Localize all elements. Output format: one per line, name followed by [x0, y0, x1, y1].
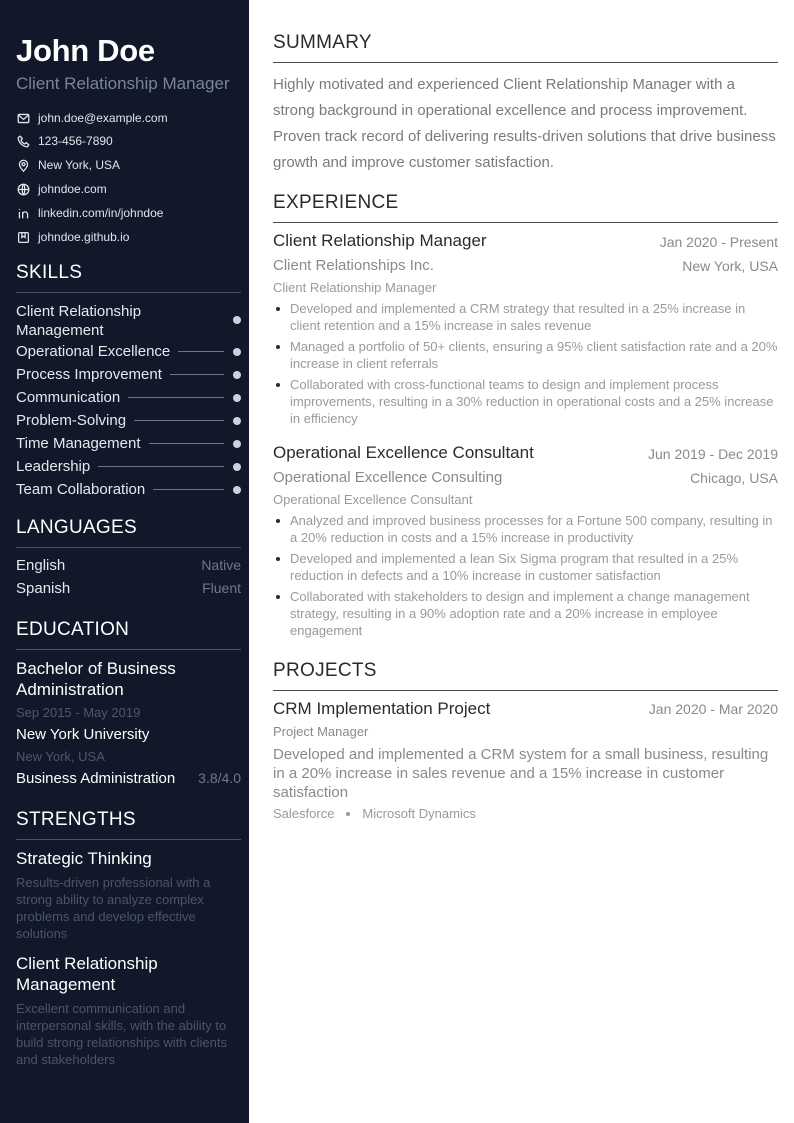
project-role: Project Manager	[273, 724, 369, 739]
language-level: Fluent	[202, 580, 241, 596]
language-item	[16, 557, 241, 574]
candidate-role: Client Relationship Manager	[16, 74, 230, 93]
job-company: Client Relationships Inc.	[273, 257, 434, 274]
skills-heading: SKILLS	[16, 262, 241, 293]
language-name: English	[16, 557, 66, 574]
education-field: Business Administration	[16, 770, 176, 787]
job-bullets	[273, 512, 778, 643]
contact-location	[16, 157, 120, 173]
education-degree: Bachelor of Business Administration	[16, 659, 176, 699]
strengths-heading: STRENGTHS	[16, 809, 241, 840]
github-icon	[16, 230, 30, 244]
skill-label: Client Relationship Management	[16, 303, 142, 339]
contact-location-text: New York, USA	[38, 158, 121, 172]
contact-linkedin[interactable]	[16, 205, 163, 221]
job-bullet: Collaborated with stakeholders to design and implement a change management strategy, resulting in a 90% adoption rate and a 20% increase in employee engagement	[273, 588, 778, 639]
education-location: New York, USA	[16, 749, 105, 764]
skill-dot	[233, 348, 241, 356]
skill-dot	[233, 394, 241, 402]
globe-icon	[16, 182, 30, 196]
skill-label: Problem-Solving	[16, 412, 127, 429]
contact-phone-text: 123-456-7890	[38, 134, 113, 148]
contact-website[interactable]	[16, 181, 107, 197]
project-tech-list	[273, 806, 476, 821]
main-content	[249, 0, 794, 1123]
skill-dot	[233, 440, 241, 448]
job-title: Client Relationship Manager	[273, 231, 487, 250]
contact-linkedin-text: linkedin.com/in/johndoe	[38, 206, 164, 220]
language-name: Spanish	[16, 580, 71, 597]
summary-text: Highly motivated and experienced Client Relationship Manager with a strong background in operational excellence and process improvement. Proven track record of delivering results-driven solutions that drive business growth and improve customer satisfaction.	[273, 76, 776, 171]
sidebar	[0, 0, 249, 1123]
skill-item	[16, 435, 241, 452]
contact-email[interactable]	[16, 110, 168, 126]
education-school: New York University	[16, 726, 150, 743]
job-bullet: Managed a portfolio of 50+ clients, ensuring a 95% client satisfaction rate and a 20% increase in client referrals	[273, 338, 778, 372]
skill-label: Time Management	[16, 435, 141, 452]
education-dates: Sep 2015 - May 2019	[16, 705, 141, 720]
contact-github-text: johndoe.github.io	[38, 230, 130, 244]
job-dates: Jan 2020 - Present	[659, 234, 778, 250]
job-location: New York, USA	[682, 258, 778, 274]
separator-dot	[346, 812, 350, 816]
contact-email-text: john.doe@example.com	[38, 111, 168, 125]
education-heading: EDUCATION	[16, 619, 241, 650]
skill-item	[16, 389, 241, 406]
strength-description: Excellent communication and interpersonal skills, with the ability to build strong relationships with clients and stakeholders	[16, 1001, 227, 1067]
job-position: Operational Excellence Consultant	[273, 492, 473, 507]
skill-item	[16, 458, 241, 475]
skill-item	[16, 302, 241, 340]
skill-dot	[233, 463, 241, 471]
project-title: CRM Implementation Project	[273, 699, 491, 718]
candidate-name: John Doe	[16, 33, 155, 68]
job-company: Operational Excellence Consulting	[273, 469, 503, 486]
skill-label: Leadership	[16, 458, 91, 475]
skill-dot	[233, 316, 241, 324]
skill-dot	[233, 486, 241, 494]
projects-heading: PROJECTS	[273, 660, 778, 691]
job-bullets	[273, 300, 778, 431]
location-pin-icon	[16, 158, 30, 172]
experience-heading: EXPERIENCE	[273, 192, 778, 223]
skill-label: Team Collaboration	[16, 481, 146, 498]
strength-title: Strategic Thinking	[16, 849, 152, 868]
project-tech-item: Salesforce	[273, 806, 335, 821]
project-dates: Jan 2020 - Mar 2020	[648, 701, 778, 717]
skill-dot	[233, 417, 241, 425]
project-tech-item: Microsoft Dynamics	[362, 806, 476, 821]
job-dates: Jun 2019 - Dec 2019	[648, 446, 778, 462]
skill-item	[16, 366, 241, 383]
contact-github[interactable]	[16, 229, 129, 245]
strength-title: Client Relationship Management	[16, 954, 158, 994]
skill-label: Communication	[16, 389, 121, 406]
education-gpa: 3.8/4.0	[198, 770, 241, 786]
linkedin-icon	[16, 206, 30, 220]
summary-heading: SUMMARY	[273, 32, 778, 63]
project-description: Developed and implemented a CRM system for a small business, resulting in a 20% increase in sales revenue and a 15% increase in customer satisfaction	[273, 746, 769, 801]
contact-phone[interactable]	[16, 133, 113, 149]
language-item	[16, 580, 241, 597]
language-level: Native	[201, 557, 241, 573]
skill-item	[16, 412, 241, 429]
job-bullet: Collaborated with cross-functional teams to design and implement process improvements, resulting in a 30% reduction in operational costs and a 25% increase in efficiency	[273, 376, 778, 427]
education-field-row	[16, 770, 241, 787]
phone-icon	[16, 134, 30, 148]
skill-item	[16, 481, 241, 498]
mail-icon	[16, 111, 30, 125]
job-bullet: Developed and implemented a CRM strategy that resulted in a 25% increase in client retention and a 15% increase in sales revenue	[273, 300, 778, 334]
job-title: Operational Excellence Consultant	[273, 443, 534, 462]
skill-item	[16, 343, 241, 360]
job-location: Chicago, USA	[690, 470, 778, 486]
skill-label: Process Improvement	[16, 366, 162, 383]
languages-heading: LANGUAGES	[16, 517, 241, 548]
job-bullet: Developed and implemented a lean Six Sigma program that resulted in a 25% reduction in defects and a 10% increase in customer satisfaction	[273, 550, 778, 584]
strength-description: Results-driven professional with a strong ability to analyze complex problems and develop effective solutions	[16, 875, 211, 941]
job-position: Client Relationship Manager	[273, 280, 437, 295]
skill-dot	[233, 371, 241, 379]
contact-website-text: johndoe.com	[38, 182, 107, 196]
job-bullet: Analyzed and improved business processes for a Fortune 500 company, resulting in a 20% reduction in costs and a 15% increase in productivity	[273, 512, 778, 546]
skill-label: Operational Excellence	[16, 343, 171, 360]
